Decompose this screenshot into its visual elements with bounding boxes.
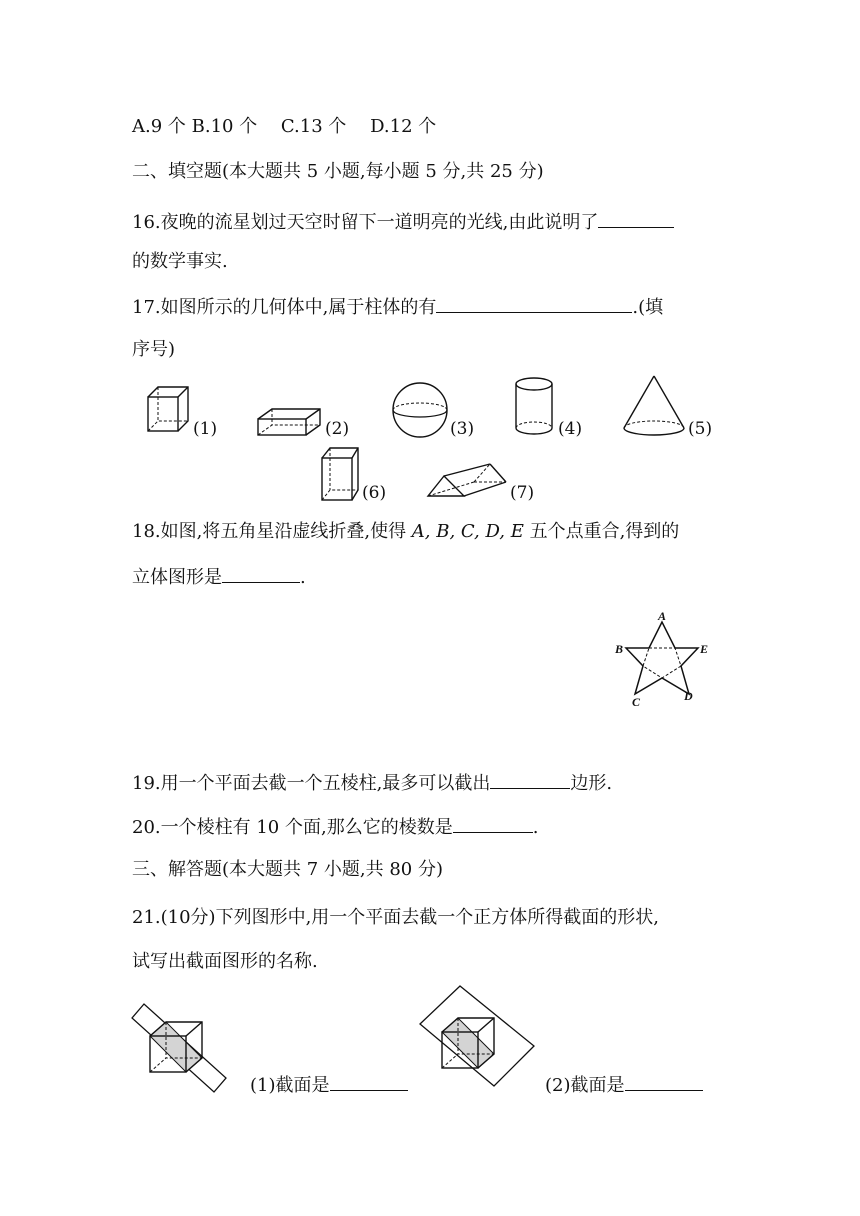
- section-3-header: 三、解答题(本大题共 7 小题,共 80 分): [132, 859, 444, 880]
- sphere-figure-3: [391, 381, 449, 439]
- q18-text-tail: 五个点重合,得到的: [523, 521, 680, 542]
- q19-text-tail: 边形.: [570, 773, 613, 794]
- figure-label-1: (1): [193, 419, 218, 439]
- figure-label-2: (2): [325, 419, 350, 439]
- q18-answer-blank[interactable]: [222, 564, 300, 583]
- q21-line2: 试写出截面图形的名称.: [132, 951, 318, 972]
- q18-text: 18.如图,将五角星沿虚线折叠,使得: [132, 521, 412, 542]
- q18-line1: [132, 520, 679, 544]
- q18-points: A, B, C, D, E: [411, 521, 524, 542]
- q19-answer-blank[interactable]: [490, 770, 570, 789]
- star-label-b: B: [615, 642, 624, 656]
- q21-label-1: [250, 1072, 408, 1096]
- triangular-prism-figure-7: [424, 460, 508, 500]
- q20-answer-blank[interactable]: [453, 814, 533, 833]
- figure-label-5: (5): [688, 419, 713, 439]
- star-figure: [612, 609, 712, 709]
- cuboid-figure-2: [256, 405, 324, 437]
- cone-figure-5: [622, 374, 688, 438]
- q20-text-tail: .: [532, 817, 539, 838]
- section-2-header: 二、填空题(本大题共 5 小题,每小题 5 分,共 25 分): [132, 161, 544, 182]
- q21-label-1-text: (1)截面是: [250, 1075, 330, 1096]
- q19-text: 19.用一个平面去截一个五棱柱,最多可以截出: [132, 773, 491, 794]
- q16-text: 16.夜晚的流星划过天空时留下一道明亮的光线,由此说明了: [132, 212, 599, 233]
- q21-label-2: [545, 1072, 703, 1096]
- q18-line2: [132, 564, 306, 590]
- star-label-e: E: [700, 642, 709, 656]
- cylinder-figure-4: [514, 376, 556, 436]
- q21-label-2-text: (2)截面是: [545, 1075, 625, 1096]
- q15-options: A.9 个 B.10 个 C.13 个 D.12 个: [132, 116, 437, 137]
- tall-prism-figure-6: [320, 446, 362, 502]
- q21-line1: 21.(10分)下列图形中,用一个平面去截一个正方体所得截面的形状,: [132, 907, 660, 928]
- figure-label-4: (4): [558, 419, 583, 439]
- q20-text: 20.一个棱柱有 10 个面,那么它的棱数是: [132, 817, 453, 838]
- q18-period: .: [300, 567, 306, 588]
- figure-label-7: (7): [510, 483, 535, 503]
- figure-label-3: (3): [450, 419, 475, 439]
- cube-section-figure-2: [418, 984, 536, 1088]
- cube-figure-1: [146, 383, 190, 435]
- q21-answer-blank-1[interactable]: [330, 1072, 408, 1091]
- star-label-c: C: [632, 695, 641, 709]
- q17-line1: [132, 294, 663, 320]
- q17-text: 17.如图所示的几何体中,属于柱体的有: [132, 297, 437, 318]
- star-label-a: A: [658, 609, 667, 623]
- q17-line2: 序号): [132, 339, 176, 360]
- q17-answer-blank[interactable]: [436, 294, 632, 313]
- cube-section-figure-1: [130, 1002, 226, 1094]
- star-label-d: D: [684, 689, 693, 703]
- q16-answer-blank[interactable]: [598, 209, 674, 228]
- q17-text-tail: .(填: [632, 297, 664, 318]
- q20-line: [132, 814, 538, 840]
- q16-line1: [132, 209, 674, 235]
- q21-answer-blank-2[interactable]: [625, 1072, 703, 1091]
- figure-label-6: (6): [362, 483, 387, 503]
- q18-text-2: 立体图形是: [132, 567, 222, 588]
- q19-line: [132, 770, 612, 796]
- q16-line2: 的数学事实.: [132, 251, 228, 272]
